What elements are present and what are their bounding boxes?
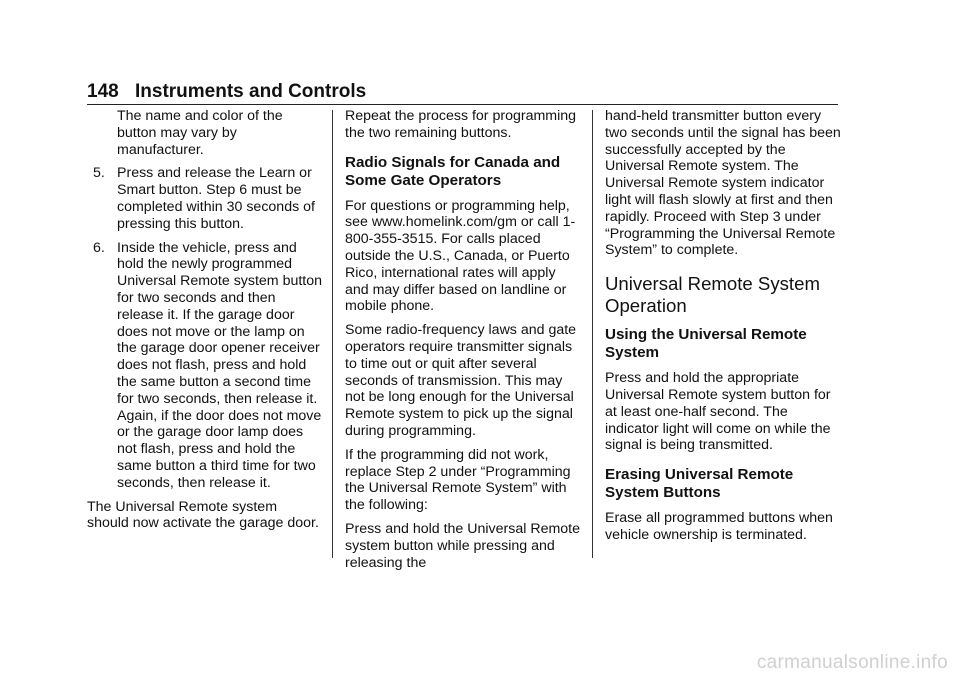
step-number: 6. (93, 239, 105, 256)
column-divider-2 (592, 110, 593, 558)
paragraph: Press and hold the Universal Remote system button while pressing and releasing the (345, 520, 581, 571)
section-title: Instruments and Controls (135, 81, 367, 102)
paragraph: If the programming did not work, replace Step 2 under “Programming the Universal Remote System” with the following: (345, 446, 571, 514)
header-divider (87, 104, 838, 105)
erasing-text: Erase all programmed buttons when vehicle ownership is terminated. (605, 510, 833, 543)
step-5 (87, 165, 322, 232)
subheading-erasing: Erasing Universal Remote System Buttons (605, 466, 794, 502)
column-divider-1 (332, 110, 333, 558)
step-6 (87, 240, 322, 492)
note-text: The name and color of the button may vary by manufacturer. (117, 108, 283, 158)
page-number: 148 (87, 81, 119, 102)
section-heading-radio-signals: Radio Signals for Canada and Some Gate Operators (345, 153, 561, 189)
step-text: Inside the vehicle, press and hold the newly programmed Universal Remote system button for two seconds and then release it. If the garage door does not move or the lamp on the garage door opener receiver does not flash, press and hold the same button a second time for two seconds, then release it. Again, if the door does not move or the garage door lamp does not flash, press and hold the same button a third time for two seconds, then release it. (117, 239, 323, 491)
page-header (87, 80, 838, 104)
column-1 (87, 108, 322, 539)
continued-text: hand-held transmitter button every two seconds until the signal has been successfully accepted by the Universal Remote system. The Universal Remote system indicator light will flash slowly at first and then rapidly. Proceed with Step 3 under “Programming the Universal Remote System” to complete. (605, 108, 841, 259)
step-number: 5. (93, 165, 105, 182)
paragraph: Some radio-frequency laws and gate operators require transmitter signals to time out or quit after several seconds of transmission. This may not be long enough for the Universal Remote system to pick up the signal during programming. (345, 322, 577, 439)
paragraph: For questions or programming help, see www.homelink.com/gm or call 1-800-355-3515. For calls placed outside the U.S., Canada, or Puerto Rico, international rates will apply and may differ based on landline or mobile phone. (345, 197, 576, 315)
main-heading-operation: Universal Remote System Operation (605, 273, 820, 317)
watermark: carmanualsonline.info (756, 652, 948, 673)
intro-text: Repeat the process for programming the two remaining buttons. (345, 108, 577, 141)
closing-text: The Universal Remote system should now activate the garage door. (87, 498, 319, 532)
step-text: Press and release the Learn or Smart button. Step 6 must be completed within 30 seconds of pressing this button. (117, 165, 315, 232)
column-3 (605, 108, 841, 551)
column-2 (345, 108, 580, 578)
subheading-using: Using the Universal Remote System (605, 326, 807, 362)
using-text: Press and hold the appropriate Universal Remote system button for at least one-half second. The indicator light will come on while the signal is being transmitted. (605, 370, 831, 454)
